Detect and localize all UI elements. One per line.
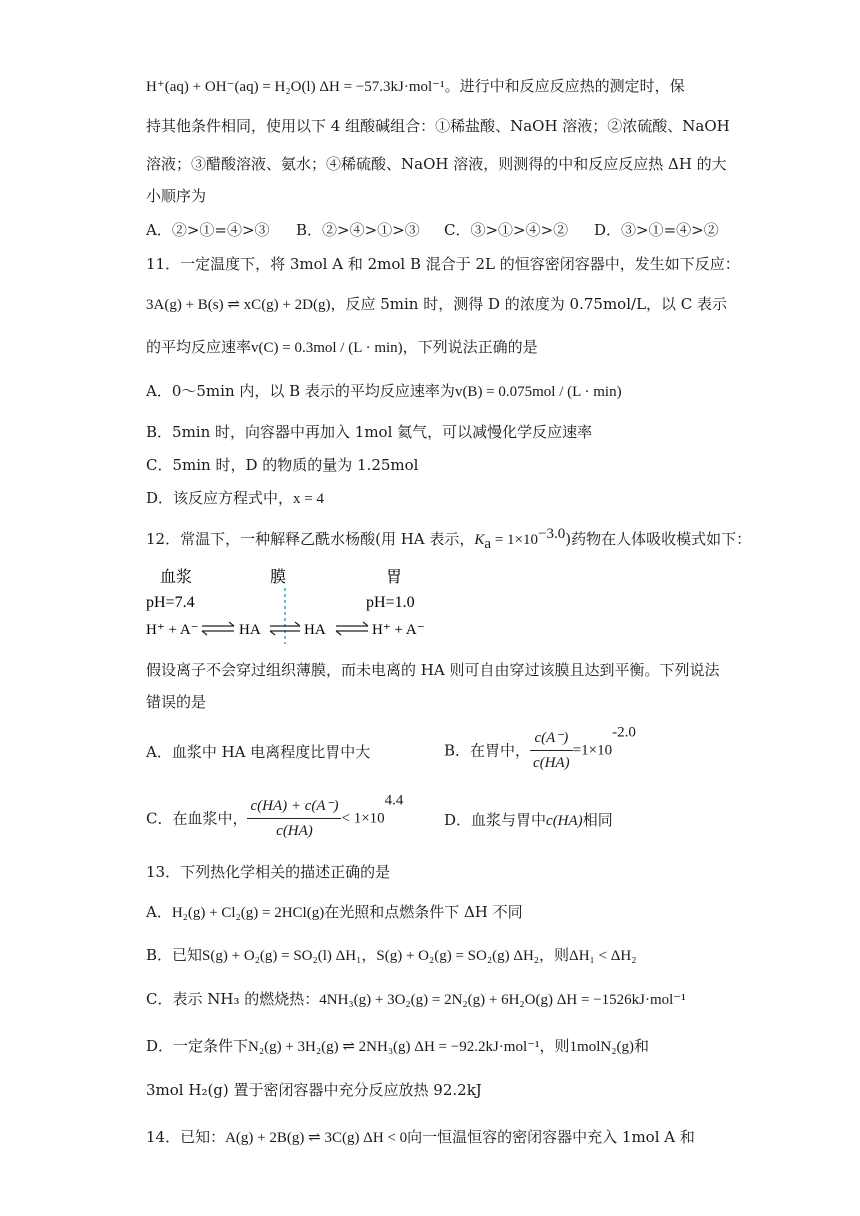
fig-eq-left: H⁺ + A⁻ <box>146 622 199 638</box>
q14-equation: A(g) + 2B(g) ⇌ 3C(g) ΔH < 0 <box>225 1130 408 1146</box>
fig-eq-right: H⁺ + A⁻ <box>372 622 425 638</box>
q13-option-d[interactable] <box>146 1036 649 1057</box>
q14-label: 14．已知： <box>146 1128 226 1146</box>
q13-option-a-text: 在光照和点燃条件下 ΔH 不同 <box>324 903 523 921</box>
q12-option-c-exponent: 4.4 <box>384 792 404 809</box>
q13-option-c-label: C．表示 NH₃ 的燃烧热： <box>146 990 320 1008</box>
q12-option-a[interactable]: A．血浆中 HA 电离程度比胃中大 <box>146 743 371 761</box>
q10-option-c[interactable]: C．③>①>④>② <box>444 221 569 239</box>
q12-line1-post: )药物在人体吸收模式如下： <box>565 530 752 548</box>
q13-option-d-line2: 3mol H₂(g) 置于密闭容器中充分反应放热 92.2kJ <box>146 1081 482 1099</box>
q12-option-c-text: C．在血浆中， <box>146 809 248 828</box>
q12-option-b-value: =1×10 <box>572 742 613 759</box>
q12-line1-pre: 12．常温下，一种解释乙酰水杨酸(用 HA 表示， <box>146 530 475 548</box>
q11-rate-c: v(C) = 0.3mol / (L · min) <box>251 340 403 356</box>
q12-stem-line2: 假设离子不会穿过组织薄膜，而未电离的 HA 则可自由穿过该膜且达到平衡。下列说法 <box>146 661 720 679</box>
q11-x-value: x = 4 <box>293 491 324 507</box>
q11-option-d-text: D．该反应方程式中， <box>146 489 294 507</box>
q13-option-d-equation: N₂(g) + 3H₂(g) ⇌ 2NH₃(g) ΔH = −92.2kJ·mol⁻¹ <box>248 1039 540 1055</box>
q12-option-c-value: < 1×10 <box>341 810 385 827</box>
q11-option-b[interactable]: B．5min 时，向容器中再加入 1mol 氦气，可以减慢化学反应速率 <box>146 423 593 441</box>
fig-ha-left: HA <box>239 622 261 638</box>
q12-option-b-exponent: -2.0 <box>612 724 636 741</box>
q10-line4: 小顺序为 <box>146 187 207 205</box>
q12-option-b[interactable] <box>444 724 636 778</box>
q11-line3-pre: 的平均反应速率 <box>146 338 252 356</box>
q12-ka-value: = 1×10 <box>491 532 538 548</box>
q12-option-d[interactable] <box>444 810 613 831</box>
fig-label-membrane: 膜 <box>270 569 287 586</box>
fig-arrow-2 <box>270 622 300 635</box>
q12-option-b-denominator: c(HA) <box>533 755 570 771</box>
fig-arrow-3 <box>336 622 368 635</box>
q13-stem: 13．下列热化学相关的描述正确的是 <box>146 863 391 881</box>
q13-option-d-label: D．一定条件下 <box>146 1037 249 1055</box>
q13-option-a[interactable] <box>146 902 523 923</box>
q13-option-a-label: A． <box>146 903 172 921</box>
q11-option-d[interactable] <box>146 488 324 509</box>
q12-option-b-numerator: c(A⁻) <box>530 728 573 751</box>
q11-stem-line1: 11．一定温度下，将 3mol A 和 2mol B 混合于 2L 的恒容密闭容器中，发生如下反应： <box>146 255 740 273</box>
q14-stem-line1 <box>146 1127 695 1148</box>
q13-option-a-equation: H₂(g) + Cl₂(g) = 2HCl(g) <box>171 905 325 921</box>
q13-option-b-comparison: ΔH₁ < ΔH₂ <box>569 948 637 964</box>
q13-option-b-equation2: S(g) + O₂(g) = SO₂(g) ΔH₂ <box>376 948 540 964</box>
q10-line3: 溶液；③醋酸溶液、氨水；④稀硫酸、NaOH 溶液，则测得的中和反应反应热 ΔH 的大 <box>146 155 727 173</box>
q10-line2: 持其他条件相同，使用以下 4 组酸碱组合：①稀盐酸、NaOH 溶液；②浓硫酸、NaOH <box>146 117 730 135</box>
q12-option-c-fraction <box>247 796 341 841</box>
q12-option-b-text: B．在胃中， <box>444 741 531 760</box>
fig-ph-stomach: pH=1.0 <box>366 594 415 611</box>
q13-option-b-equation1: S(g) + O₂(g) = SO₂(l) ΔH₁ <box>202 948 362 964</box>
fig-ph-plasma: pH=7.4 <box>146 594 195 611</box>
q10-line1 <box>146 76 685 97</box>
q10-option-a[interactable]: A．②>①=④>③ <box>146 221 270 239</box>
q12-option-d-text: D．血浆与胃中 <box>444 811 547 829</box>
fig-ha-right: HA <box>304 622 326 638</box>
q13-option-c-equation: 4NH₃(g) + 3O₂(g) = 2N₂(g) + 6H₂O(g) ΔH = −1526kJ·mol⁻¹ <box>319 992 686 1008</box>
q12-stem-line3: 错误的是 <box>146 693 207 711</box>
q13-option-b-label: B．已知 <box>146 946 203 964</box>
q14-text: 向一恒温恒容的密闭容器中充入 1mol A 和 <box>407 1128 695 1146</box>
q11-stem-line2 <box>146 294 727 315</box>
q11-rate-b: v(B) = 0.075mol / (L · min) <box>454 384 622 400</box>
q10-options <box>146 220 719 240</box>
q10-thermo-equation: H⁺(aq) + OH⁻(aq) = H₂O(l) ΔH = −57.3kJ·mol⁻¹ <box>146 79 445 95</box>
fig-arrow-1 <box>202 622 234 635</box>
q11-stem-line3 <box>146 337 538 358</box>
q11-option-c[interactable]: C．5min 时，D 的物质的量为 1.25mol <box>146 456 419 474</box>
q11-reaction-equation: 3A(g) + B(s) ⇌ xC(g) + 2D(g) <box>146 297 331 313</box>
fig-label-stomach: 胃 <box>386 569 403 586</box>
q12-option-d-post: 相同 <box>582 811 613 829</box>
q12-option-c-numerator: c(HA) + c(A⁻) <box>247 796 341 819</box>
q12-stem-line1 <box>146 526 752 552</box>
fig-label-plasma: 血浆 <box>160 569 193 586</box>
q11-option-a[interactable] <box>146 381 622 402</box>
q12-figure-svg <box>146 564 436 644</box>
q12-ka-symbol: K <box>474 532 485 548</box>
q13-option-d-and: 和 <box>633 1037 649 1055</box>
q10-option-b[interactable]: B．②>④>①>③ <box>296 221 420 239</box>
q13-option-b-then: ，则 <box>539 946 570 964</box>
q10-option-d[interactable]: D．③>①=④>② <box>594 221 719 239</box>
q11-option-a-text: A．0～5min 内，以 B 表示的平均反应速率为 <box>146 382 455 400</box>
q13-option-b[interactable] <box>146 945 636 966</box>
q11-line3-post: ，下列说法正确的是 <box>402 338 538 356</box>
q13-option-c[interactable] <box>146 989 686 1010</box>
q12-absorption-figure <box>146 564 436 644</box>
q12-option-d-chc: c(HA) <box>546 813 583 829</box>
q13-option-d-n2: 1molN₂(g) <box>569 1039 634 1055</box>
q12-option-b-fraction <box>530 728 573 773</box>
q12-option-c[interactable] <box>146 792 404 846</box>
q13-option-d-then: ，则 <box>539 1037 570 1055</box>
q10-line1-text: 。进行中和反应反应热的测定时，保 <box>444 77 685 95</box>
q12-option-c-denominator: c(HA) <box>276 823 313 839</box>
q12-ka-sub: a <box>484 536 492 552</box>
q12-ka-exponent: −3.0 <box>538 526 566 542</box>
q13-option-b-sep: ， <box>361 946 377 964</box>
q11-line2-text: ，反应 5min 时，测得 D 的浓度为 0.75mol/L，以 C 表示 <box>330 295 728 313</box>
